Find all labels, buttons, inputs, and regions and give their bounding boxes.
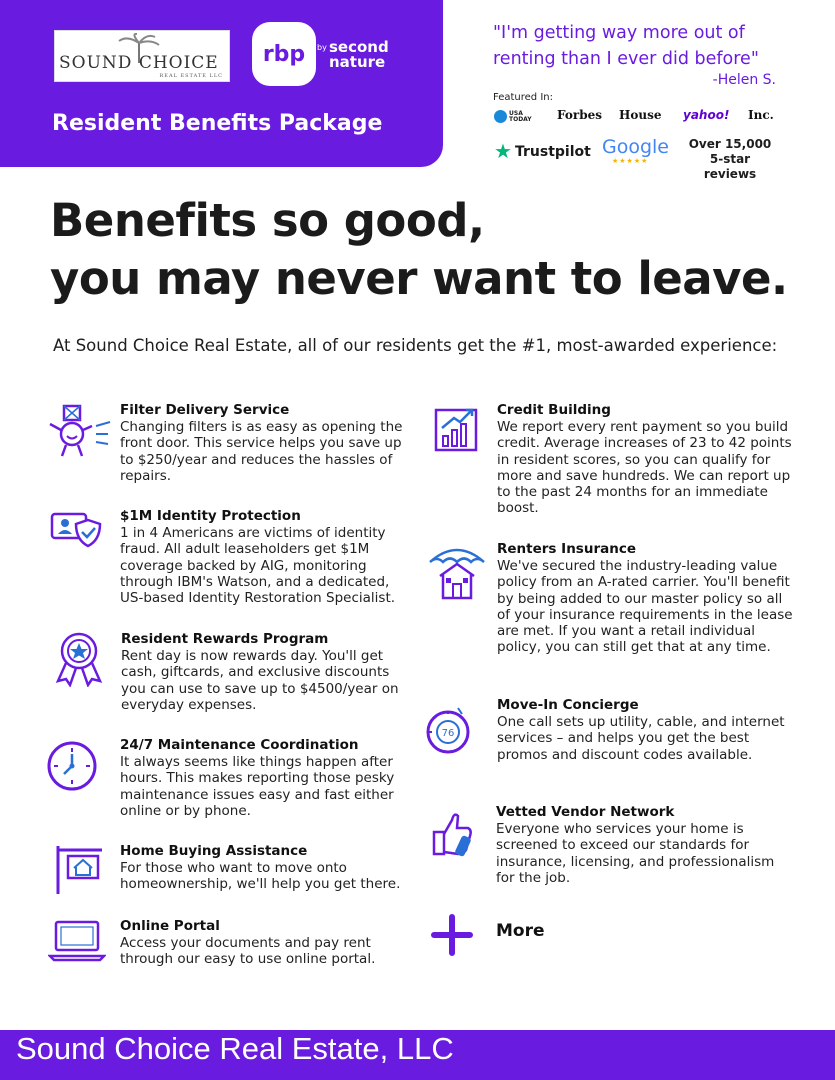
benefit-home-buying (120, 843, 415, 893)
benefit-move-in-concierge (497, 697, 795, 763)
award-ribbon-icon (54, 631, 104, 687)
benefit-description: We report every rent payment so you build credit. Average increases of 23 to 42 points in resident scores, so you can qualify for more and save hundreds. We can report up to the past 24 months for an immediate boost. (497, 419, 792, 517)
usa-today-logo: USA TODAY (509, 110, 532, 123)
thermostat-icon (424, 706, 472, 756)
headline-line2: you may never want to leave. (50, 252, 788, 305)
featured-in-label: Featured In: (493, 92, 553, 103)
benefit-title: 24/7 Maintenance Coordination (120, 737, 359, 753)
benefit-description: For those who want to move onto homeownership, we'll help you get there. (120, 860, 401, 893)
benefit-description: 1 in 4 Americans are victims of identity fraud. All adult leaseholders get $1M coverage backed by AIG, monitoring through IBM's Watson, and a dedicated, US-based Identity Restoration Specialist. (120, 525, 396, 607)
house-sign-icon (54, 844, 106, 896)
benefit-title: $1M Identity Protection (120, 508, 301, 524)
reviews-line1: Over 15,000 (688, 137, 772, 151)
reviews-count (684, 137, 776, 182)
footer-bar (0, 1030, 835, 1080)
package-title: Resident Benefits Package (52, 111, 383, 136)
laptop-icon (48, 920, 106, 962)
benefit-description: Changing filters is as easy as opening the front door. This service helps you save up to $250/year and reduces the hassles of repairs. (120, 419, 403, 484)
second-nature-logo (329, 40, 389, 70)
filter-delivery-icon (46, 404, 112, 460)
more-benefits-label: More (496, 921, 545, 941)
clock-icon (46, 740, 98, 792)
trustpilot-star-icon: ★ (494, 139, 512, 163)
google-logo: Google (602, 136, 670, 158)
usa-today-logo-icon (494, 110, 507, 123)
headline (50, 192, 788, 308)
benefit-title: Resident Rewards Program (121, 631, 329, 647)
benefit-description: Rent day is now rewards day. You'll get cash, giftcards, and exclusive discounts you can use to save up to $4500/year on everyday expenses. (121, 648, 399, 713)
benefit-title: Home Buying Assistance (120, 843, 308, 859)
forbes-logo: Forbes (557, 108, 602, 122)
svg-text:76: 76 (441, 728, 455, 739)
reviews-line2: 5-star reviews (703, 152, 757, 181)
benefit-title: Move-In Concierge (497, 697, 639, 713)
intro-text: At Sound Choice Real Estate, all of our residents get the #1, most-awarded experience: (53, 336, 778, 355)
bar-chart-icon (434, 404, 478, 452)
testimonial-quote: "I'm getting way more out of renting than I ever did before" (493, 23, 759, 69)
benefit-filter-delivery (120, 402, 415, 484)
second-nature-line1: second (329, 38, 389, 56)
thumbs-up-icon (428, 808, 476, 860)
benefit-description: We've secured the industry-leading value policy from an A-rated carrier. You'll benefit by being added to our master policy so all of your insurance requirements in the lease are met. If you want a retail individual policy, you can still get that at any time. (497, 558, 793, 656)
benefit-title: Renters Insurance (497, 541, 636, 557)
inc-logo: Inc. (748, 108, 774, 122)
logo-text: SOUND CHOICE (59, 53, 219, 73)
footer-company-name: Sound Choice Real Estate, LLC (16, 1031, 454, 1066)
benefit-title: Online Portal (120, 918, 220, 934)
benefit-title: Filter Delivery Service (120, 402, 290, 418)
benefit-renters-insurance (497, 541, 795, 656)
header-panel (0, 0, 443, 167)
benefit-description: Everyone who services your home is screened to exceed our standards for insurance, licensing, and professionalism for the job. (496, 821, 775, 886)
benefit-title: Vetted Vendor Network (496, 804, 675, 820)
benefit-resident-rewards (121, 631, 411, 713)
rbp-logo (252, 22, 316, 86)
house-logo: House (619, 108, 662, 122)
benefit-maintenance (120, 737, 410, 819)
testimonial-author: -Helen S. (712, 72, 776, 88)
rbp-text: rbp (262, 41, 306, 67)
benefit-description: Access your documents and pay rent through our easy to use online portal. (120, 935, 376, 968)
benefit-identity-protection (120, 508, 415, 606)
house-umbrella-icon (426, 544, 488, 600)
second-nature-line2: nature (329, 53, 386, 71)
benefit-description: It always seems like things happen after hours. This makes reporting those pesky maintenance issues easy and fast either online or by phone. (120, 754, 395, 819)
identity-shield-icon (50, 510, 104, 548)
benefit-credit-building (497, 402, 795, 517)
yahoo-logo: yahoo! (683, 108, 730, 122)
benefit-vetted-vendors (496, 804, 794, 886)
second-nature-by: by (317, 43, 327, 52)
benefit-description: One call sets up utility, cable, and internet services – and helps you get the best promos and discount codes available. (497, 714, 785, 763)
benefit-title: Credit Building (497, 402, 611, 418)
logo-subtext: REAL ESTATE LLC (159, 73, 223, 79)
trustpilot-logo: Trustpilot (515, 144, 591, 160)
headline-line1: Benefits so good, (50, 194, 485, 247)
google-rating-stars: ★★★★★ (612, 157, 649, 165)
benefit-online-portal (120, 918, 395, 968)
sound-choice-logo (54, 30, 230, 82)
plus-icon (431, 914, 473, 956)
